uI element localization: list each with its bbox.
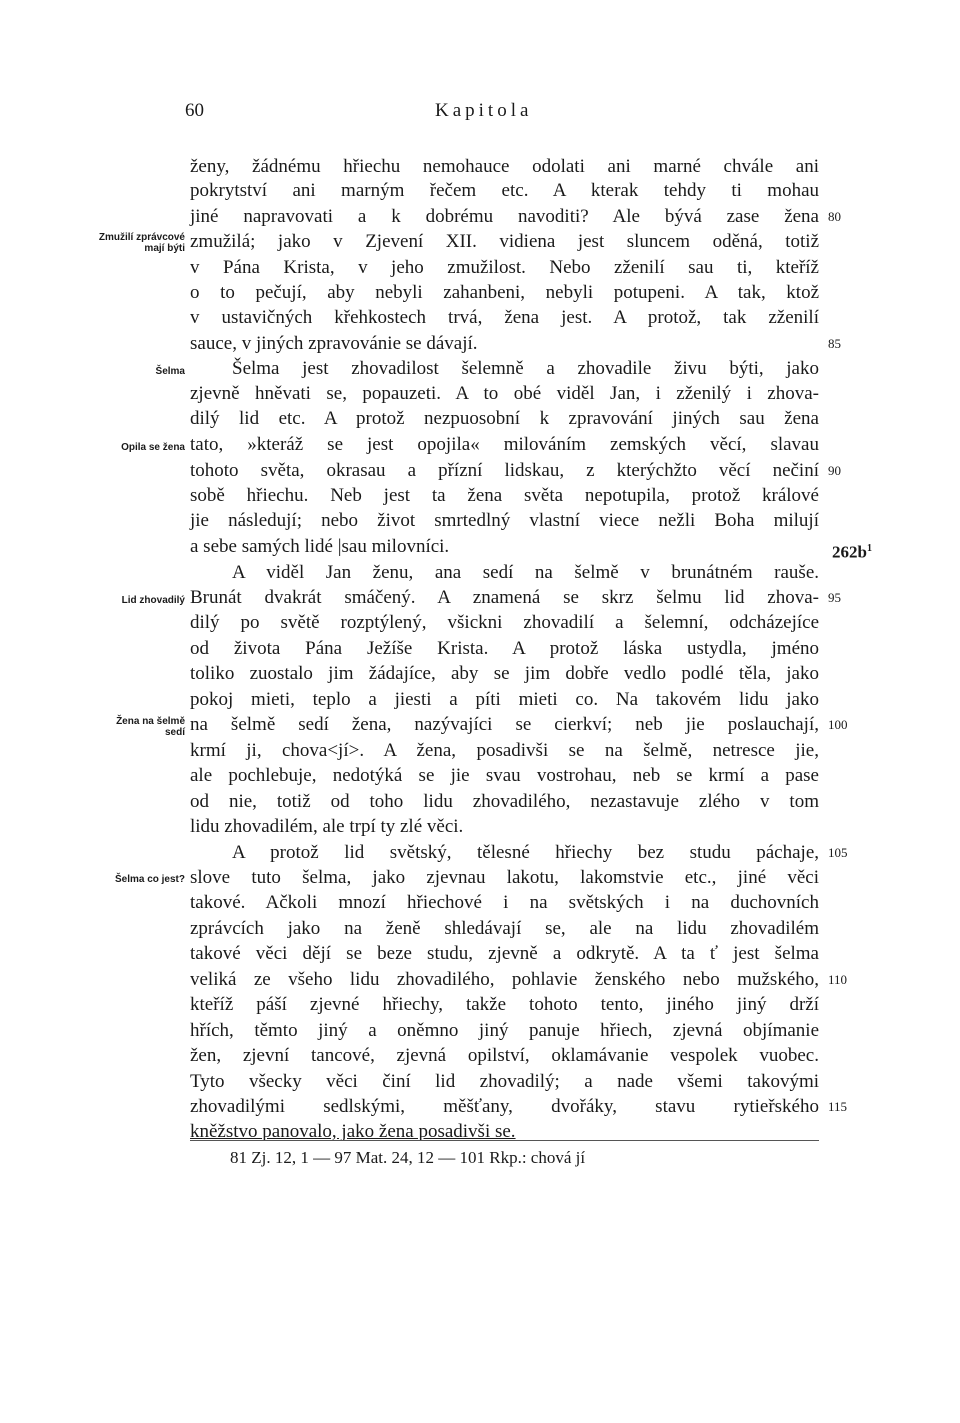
- text-line: A viděl Jan ženu, ana sedí na šelmě v brunátném rauše.: [232, 562, 819, 583]
- line-number: 105: [828, 845, 848, 860]
- text-line: o to pečují, aby nebyli zahanbeni, nebyli potupeni. A tak, ktož: [190, 282, 819, 303]
- text-line: veliká ze všeho lidu zhovadilého, pohlavie ženského nebo mužského,: [190, 969, 819, 990]
- text-line: dilý po světě rozptýlený, všickni zhovadilí a šelemní, odcházejíce: [190, 612, 819, 633]
- text-line: zhovadilými sedlskými, měšťany, dvořáky, stavu rytieřského: [190, 1096, 819, 1117]
- text-line: Brunát dvakrát smáčený. A znamená se skrz šelmu lid zhova-: [190, 587, 819, 608]
- folio-main: 262b: [832, 542, 867, 562]
- text-line: zjevně hněvati se, popauzeti. A to obé viděl Jan, i zženilý i zhova-: [190, 383, 819, 404]
- text-line: hřích, těmto jiný a oněmno jiný panuje hřiech, zjevná objímanie: [190, 1020, 819, 1041]
- margin-note: Zmužilí zprávcové mají býti: [98, 232, 185, 254]
- text-line: žen, zjevní tancové, zjevná opilství, oklamávanie vespolek vuobec.: [190, 1045, 819, 1066]
- margin-note: Žena na šelmě sedí: [116, 716, 185, 738]
- footnote: 81 Zj. 12, 1 — 97 Mat. 24, 12 — 101 Rkp.: chová jí: [230, 1148, 586, 1167]
- text-line: pokrytství ani marným řečem etc. A kterak tehdy ti mohau: [190, 180, 819, 201]
- line-number: 90: [828, 463, 841, 478]
- text-line: a sebe samých lidé |sau milovníci.: [190, 536, 450, 557]
- text-line: od života Pána Ježíše Krista. A protož láska ustydla, jméno: [190, 638, 819, 659]
- margin-note: Opila se žena: [121, 442, 185, 453]
- text-line: slove tuto šelma, jako zjevnau lakotu, lakomstvie etc., jiné věci: [190, 867, 819, 888]
- text-line: zmužilá; jako v Zjevení XII. vidiena jest sluncem oděná, totiž: [190, 231, 819, 252]
- text-line: takové věci dějí se beze studu, zjevně a odkrytě. A ta ť jest šelma: [190, 943, 819, 964]
- text-line: krmí ji, chova<jí>. A žena, posadivši se na šelmě, netresce jie,: [190, 740, 819, 761]
- line-number: 80: [828, 209, 841, 224]
- text-line: lidu zhovadilém, ale trpí ty zlé věci.: [190, 816, 464, 837]
- text-line: jiné napravovati a k dobrému navoditi? Ale bývá zase žena: [190, 206, 819, 227]
- line-number: 100: [828, 717, 848, 732]
- text-line: na šelmě sedí žena, nazývajíci se cierkví; neb jie poslauchají,: [190, 714, 819, 735]
- text-line: tato, »kteráž se jest opojila« milováním zemských věcí, slavau: [190, 434, 819, 455]
- line-number: 85: [828, 336, 841, 351]
- margin-note: Šelma: [155, 366, 185, 377]
- page-number: 60: [185, 100, 204, 121]
- text-line: sobě hřiechu. Neb jest ta žena světa nepotupila, protož králové: [190, 485, 819, 506]
- folio-sup: 1: [866, 543, 872, 554]
- line-number: 95: [828, 590, 841, 605]
- text-line: takové. Ačkoli mnozí hřiechové i na světských i na duchovních: [190, 892, 819, 913]
- footnote-rule: [190, 1140, 819, 1141]
- text-line: zprávcích jako na ženě shledávají se, ale na lidu zhovadilém: [190, 918, 819, 939]
- text-line: ženy, žádnému hřiechu nemohauce odolati ani marné chvále ani: [190, 156, 819, 177]
- margin-note: Lid zhovadilý: [121, 595, 185, 606]
- text-line: Šelma jest zhovadilost šelemně a zhovadile živu býti, jako: [232, 358, 819, 379]
- text-line: pokoj mieti, teplo a jiesti a píti mieti co. Na takovém lidu jako: [190, 689, 819, 710]
- text-line: tohoto světa, okrasau a přízní lidskau, z kterýchžto věcí nečiní: [190, 460, 819, 481]
- text-line: od nie, totiž od toho lidu zhovadilého, nezastavuje zlého v tom: [190, 791, 819, 812]
- text-line: v Pána Krista, v jeho zmužilost. Nebo zženilí sau ti, kteříž: [190, 257, 819, 278]
- text-line: kněžstvo panovalo, jako žena posadivši se.: [190, 1121, 516, 1142]
- line-number: 110: [828, 972, 848, 987]
- running-title: Kapitola: [435, 100, 533, 121]
- text-line: jie následují; nebo život smrtedlný vlastní viece nežli Boha milují: [190, 510, 819, 531]
- text-line: ale pochlebuje, nedotýká se jie svau vostrohau, neb se krmí a pase: [190, 765, 819, 786]
- text-line: v ustavičných křehkostech trvá, žena jest. A protož, tak zženilí: [190, 307, 819, 328]
- manuscript-folio: [832, 537, 872, 565]
- text-line: toliko zuostalo jim žádajíce, aby se jim dobře vedlo podlé těla, jako: [190, 663, 819, 684]
- text-line: kteříž páší zjevné hřiechy, takže tohoto tento, jiného jiný drží: [190, 994, 819, 1015]
- line-number: 115: [828, 1099, 848, 1114]
- text-line: dilý lid etc. A protož nezpuosobní k zpravování jiných sau žena: [190, 408, 819, 429]
- margin-note: Šelma co jest?: [114, 874, 185, 885]
- text-line: Tyto všecky věci činí lid zhovadilý; a nade všemi takovými: [190, 1071, 819, 1092]
- text-line: A protož lid světský, tělesné hřiechy bez studu páchaje,: [232, 842, 819, 863]
- text-line: sauce, v jiných zpravovánie se dávají.: [190, 333, 478, 354]
